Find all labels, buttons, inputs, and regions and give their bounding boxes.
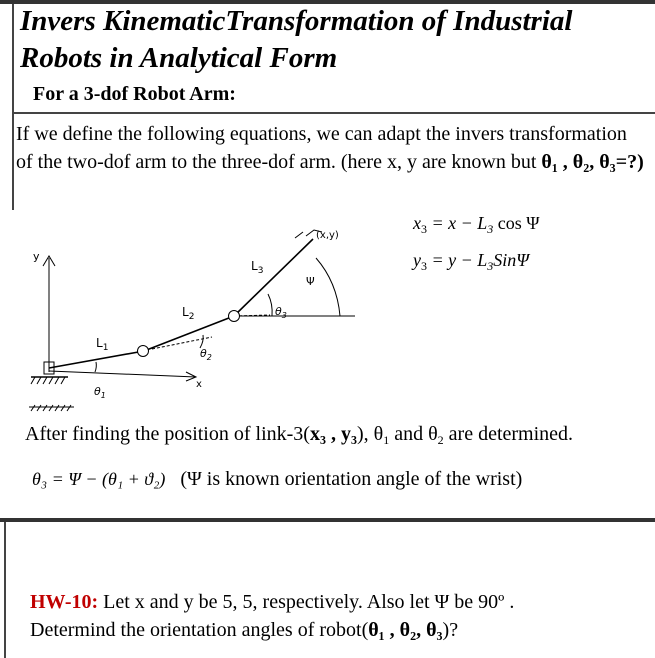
link-1-sub: 1 <box>102 343 109 353</box>
target-label: (x,y) <box>316 230 339 241</box>
x-axis-line <box>49 371 196 377</box>
theta3-equation: θ₃ = Ψ − (θ₁ + ϑ₂) (Ψ is known orientation angle of the wrist) <box>32 468 523 490</box>
angle-3-label: θ <box>275 305 282 318</box>
homework-label: HW-10: <box>30 591 99 613</box>
svg-text:L3 <box>251 259 263 276</box>
angle-3-sub: 3 <box>281 311 287 320</box>
angle-2-label: θ <box>200 347 207 360</box>
link-3-sub: 3 <box>257 266 264 276</box>
equation-x3: $x_3 = x - L_3$ cos Ψ <box>413 213 540 236</box>
after-text: After finding the position of link-3(x₃ , y₃), $\theta_1$ and $\theta_2$ are determined. <box>25 423 574 447</box>
equation-y3: $y_3 = y - L_3Sin\Psi$ <box>413 250 529 273</box>
y-axis-label: y <box>33 250 40 263</box>
psi-label: Ψ <box>306 275 315 288</box>
svg-text:θ2 <box>200 347 212 362</box>
end-effector-mark-2 <box>295 232 303 238</box>
psi-arc <box>316 258 340 316</box>
joint-2 <box>138 346 149 357</box>
link-3 <box>234 239 313 316</box>
svg-text:L1 <box>96 336 108 353</box>
joint-3 <box>229 311 240 322</box>
angle-1-sub: 1 <box>100 391 106 400</box>
angle-1-label: θ <box>94 385 101 398</box>
homework-line-2: Determind the orientation angles of robot(θ₁ , θ₂, θ₃)? <box>30 619 459 641</box>
angle-1-arc <box>95 362 96 372</box>
page-title: Invers KinematicTransformation of Industrial Robots in Analytical Form <box>20 5 573 74</box>
svg-text:θ1 <box>94 385 106 400</box>
link-3-label: L <box>251 259 258 273</box>
link-2-label: L <box>182 305 189 319</box>
intro-end: =?) <box>615 151 644 173</box>
subtitle: For a 3-dof Robot Arm: <box>33 83 236 105</box>
x-axis-label: x <box>196 379 202 390</box>
intro-text: If we define the following equations, we can adapt the invers transformation of the two-dof arm to the three-dof arm. (here x, y are known but <box>16 123 627 173</box>
link-2-sub: 2 <box>188 312 195 322</box>
homework-line-1: HW-10: Let x and y be 5, 5, respectively. Also let Ψ be 90º . <box>30 591 515 613</box>
link-1-label: L <box>96 336 103 350</box>
intro-unknowns: θ₁ , θ₂, θ₃ <box>541 151 616 173</box>
angle-2-sub: 2 <box>206 353 212 362</box>
ground-hatch <box>31 377 65 384</box>
angle-3-arc <box>268 294 272 316</box>
bottom-left-rule <box>4 522 6 658</box>
svg-text:θ3 <box>275 305 287 320</box>
svg-text:L2 <box>182 305 194 322</box>
ground-hatch-2 <box>29 405 74 411</box>
homework <box>30 588 514 644</box>
